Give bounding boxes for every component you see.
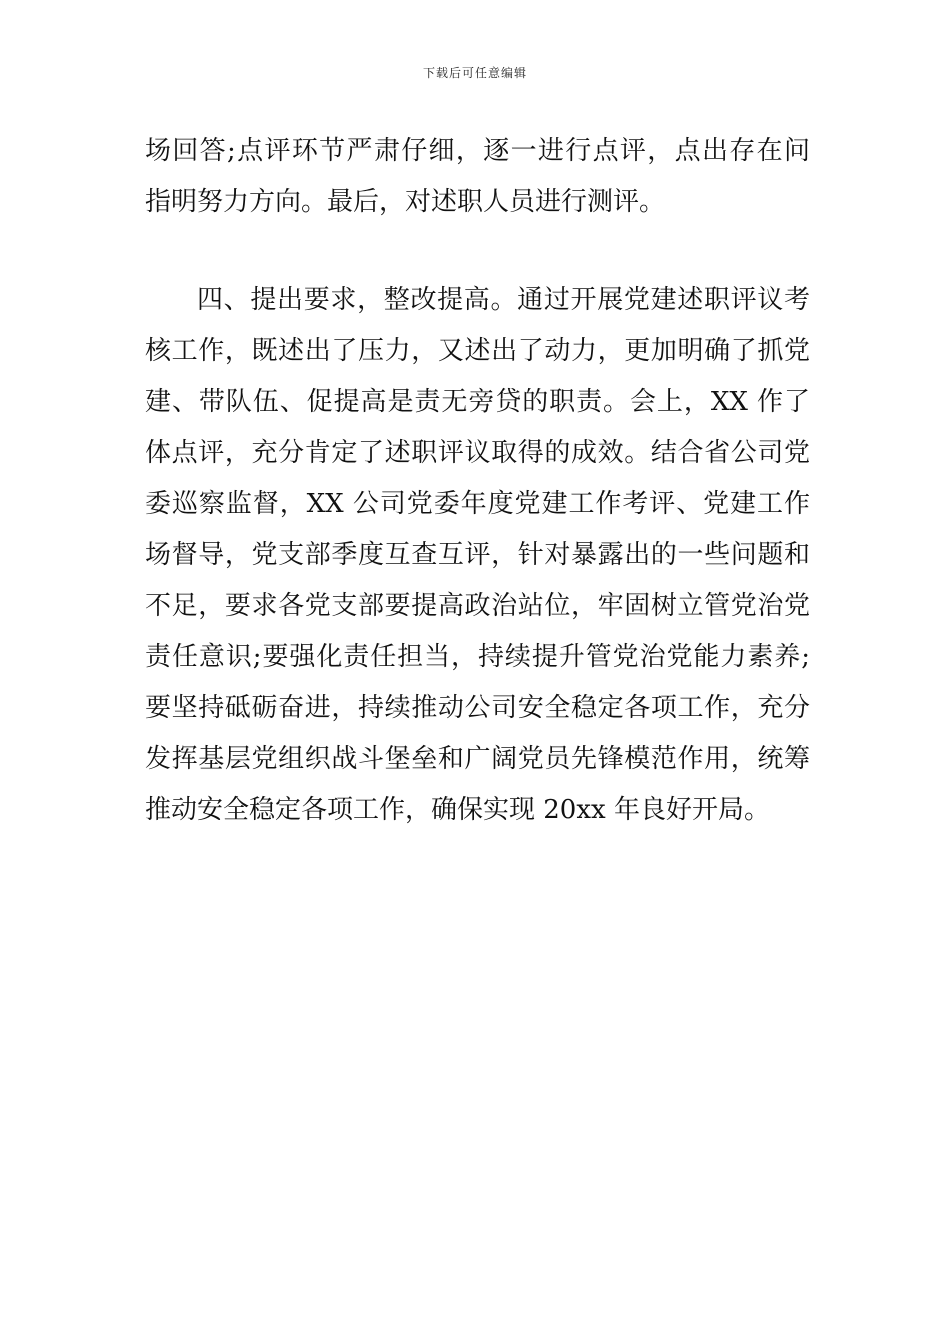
paragraph-line: 委巡察监督，XX 公司党委年度党建工作考评、党建工作: [145, 489, 810, 519]
paragraph-line: 场督导，党支部季度互查互评，针对暴露出的一些问题和: [145, 540, 810, 570]
paragraph-line: 场回答;点评环节严肃仔细，逐一进行点评，点出存在问: [145, 136, 810, 166]
paragraph-line: 要坚持砥砺奋进，持续推动公司安全稳定各项工作，充分: [145, 693, 810, 723]
paragraph-1: [145, 126, 810, 228]
paragraph-line: 核工作，既述出了压力，又述出了动力，更加明确了抓党: [145, 336, 810, 366]
page-header: 下载后可任意编辑: [422, 66, 527, 80]
paragraph-line: 四、提出要求，整改提高。通过开展党建述职评议考: [197, 285, 810, 315]
paragraph-line: 建、带队伍、促提高是责无旁贷的职责。会上，XX 作了: [145, 387, 810, 417]
paragraph-line: 不足，要求各党支部要提高政治站位，牢固树立管党治党: [145, 591, 810, 621]
paragraph-line: 推动安全稳定各项工作，确保实现 20xx 年良好开局。: [145, 795, 770, 825]
paragraph-line: 指明努力方向。最后，对述职人员进行测评。: [145, 187, 666, 217]
paragraph-line: 责任意识;要强化责任担当，持续提升管党治党能力素养;: [145, 642, 810, 672]
paragraph-2: [145, 275, 810, 836]
paragraph-line: 体点评，充分肯定了述职评议取得的成效。结合省公司党: [145, 438, 810, 468]
paragraph-line: 发挥基层党组织战斗堡垒和广阔党员先锋模范作用，统筹: [145, 744, 810, 774]
